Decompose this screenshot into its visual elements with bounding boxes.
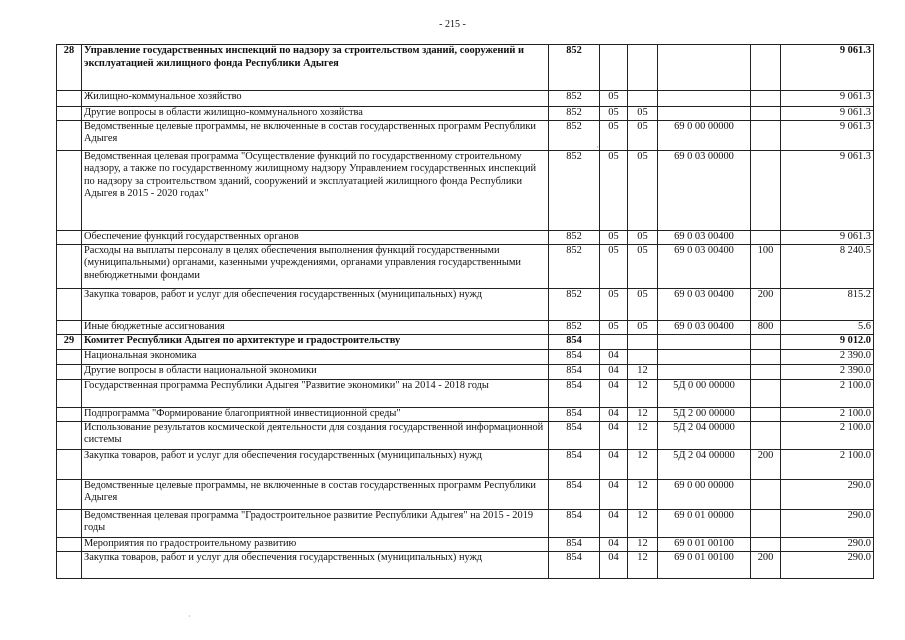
table-row xyxy=(57,320,874,334)
row-name: Обеспечение функций государственных органов xyxy=(82,230,549,244)
row-name: Закупка товаров, работ и услуг для обеспечения государственных (муниципальных) нужд xyxy=(82,288,549,320)
row-section-code: 04 xyxy=(600,349,628,364)
row-number xyxy=(57,421,82,449)
row-section-code: 05 xyxy=(600,120,628,150)
table-row xyxy=(57,244,874,288)
row-subsection-code: 05 xyxy=(628,320,658,334)
row-expense-type-code xyxy=(751,230,781,244)
row-expense-type-code xyxy=(751,334,781,349)
row-name: Другие вопросы в области национальной экономики xyxy=(82,364,549,379)
row-amount: 9 061.3 xyxy=(781,91,874,107)
row-number xyxy=(57,551,82,578)
row-section-code: 04 xyxy=(600,421,628,449)
row-name: Ведомственные целевые программы, не включенные в состав государственных программ Республики Адыгея xyxy=(82,479,549,509)
row-target-code: 5Д 2 04 00000 xyxy=(658,449,751,479)
table-row xyxy=(57,551,874,578)
row-ved-code: 852 xyxy=(549,107,600,121)
row-expense-type-code xyxy=(751,421,781,449)
row-ved-code: 852 xyxy=(549,45,600,91)
row-section-code: 04 xyxy=(600,537,628,551)
row-amount: 2 100.0 xyxy=(781,421,874,449)
row-subsection-code: 12 xyxy=(628,509,658,537)
row-target-code: 69 0 03 00000 xyxy=(658,150,751,230)
row-number xyxy=(57,320,82,334)
row-name: Жилищно-коммунальное хозяйство xyxy=(82,91,549,107)
row-expense-type-code xyxy=(751,479,781,509)
row-expense-type-code: 800 xyxy=(751,320,781,334)
row-name: Ведомственные целевые программы, не включенные в состав государственных программ Республики Адыгея xyxy=(82,120,549,150)
row-target-code: 69 0 03 00400 xyxy=(658,230,751,244)
table-row xyxy=(57,537,874,551)
row-expense-type-code: 200 xyxy=(751,449,781,479)
row-expense-type-code xyxy=(751,407,781,421)
row-number xyxy=(57,288,82,320)
row-number xyxy=(57,537,82,551)
row-number xyxy=(57,509,82,537)
row-name: Ведомственная целевая программа "Градостроительное развитие Республики Адыгея" на 2015 - 2019 годы xyxy=(82,509,549,537)
row-target-code xyxy=(658,349,751,364)
row-amount: 9 061.3 xyxy=(781,150,874,230)
row-target-code: 69 0 03 00400 xyxy=(658,288,751,320)
row-amount: 290.0 xyxy=(781,537,874,551)
row-section-code xyxy=(600,334,628,349)
row-number xyxy=(57,349,82,364)
row-amount: 9 061.3 xyxy=(781,45,874,91)
row-ved-code: 852 xyxy=(549,244,600,288)
row-target-code: 69 0 01 00000 xyxy=(658,509,751,537)
table-row xyxy=(57,509,874,537)
row-amount: 2 390.0 xyxy=(781,364,874,379)
row-expense-type-code xyxy=(751,537,781,551)
row-expense-type-code xyxy=(751,45,781,91)
row-amount: 290.0 xyxy=(781,479,874,509)
row-subsection-code: 12 xyxy=(628,449,658,479)
row-subsection-code: 12 xyxy=(628,479,658,509)
table-row xyxy=(57,45,874,91)
row-number: 29 xyxy=(57,334,82,349)
row-amount: 2 100.0 xyxy=(781,407,874,421)
row-target-code xyxy=(658,107,751,121)
row-expense-type-code xyxy=(751,120,781,150)
row-expense-type-code xyxy=(751,349,781,364)
row-ved-code: 852 xyxy=(549,320,600,334)
row-target-code xyxy=(658,364,751,379)
row-section-code: 05 xyxy=(600,150,628,230)
row-number xyxy=(57,479,82,509)
row-section-code: 04 xyxy=(600,509,628,537)
page-number: - 215 - xyxy=(439,19,466,30)
table-row xyxy=(57,449,874,479)
row-expense-type-code xyxy=(751,509,781,537)
row-name: Государственная программа Республики Адыгея "Развитие экономики" на 2014 - 2018 годы xyxy=(82,379,549,407)
row-ved-code: 854 xyxy=(549,551,600,578)
row-ved-code: 854 xyxy=(549,479,600,509)
row-name: Подпрограмма "Формирование благоприятной инвестиционной среды" xyxy=(82,407,549,421)
table-row xyxy=(57,407,874,421)
row-subsection-code xyxy=(628,349,658,364)
row-number: 28 xyxy=(57,45,82,91)
row-ved-code: 854 xyxy=(549,364,600,379)
table-row xyxy=(57,120,874,150)
row-amount: 5.6 xyxy=(781,320,874,334)
table-row xyxy=(57,364,874,379)
row-target-code: 5Д 2 04 00000 xyxy=(658,421,751,449)
row-name: Закупка товаров, работ и услуг для обеспечения государственных (муниципальных) нужд xyxy=(82,449,549,479)
row-section-code: 04 xyxy=(600,407,628,421)
row-subsection-code: 05 xyxy=(628,244,658,288)
row-expense-type-code xyxy=(751,364,781,379)
row-subsection-code: 12 xyxy=(628,407,658,421)
scan-speck: · xyxy=(596,143,599,152)
row-amount: 2 100.0 xyxy=(781,449,874,479)
row-ved-code: 854 xyxy=(549,449,600,479)
row-expense-type-code: 200 xyxy=(751,551,781,578)
row-name: Управление государственных инспекций по надзору за строительством зданий, сооружений и эксплуатацией жилищного фонда Республики Адыгея xyxy=(82,45,549,91)
row-subsection-code: 05 xyxy=(628,288,658,320)
row-amount: 2 390.0 xyxy=(781,349,874,364)
row-subsection-code: 05 xyxy=(628,107,658,121)
row-target-code: 69 0 01 00100 xyxy=(658,537,751,551)
row-name: Другие вопросы в области жилищно-коммунального хозяйства xyxy=(82,107,549,121)
row-name: Использование результатов космической деятельности для создания государственной информационной системы xyxy=(82,421,549,449)
row-number xyxy=(57,449,82,479)
row-target-code: 69 0 00 00000 xyxy=(658,120,751,150)
row-number xyxy=(57,244,82,288)
row-amount: 8 240.5 xyxy=(781,244,874,288)
row-ved-code: 854 xyxy=(549,509,600,537)
row-section-code: 04 xyxy=(600,479,628,509)
row-target-code: 69 0 03 00400 xyxy=(658,320,751,334)
row-name: Иные бюджетные ассигнования xyxy=(82,320,549,334)
row-name: Национальная экономика xyxy=(82,349,549,364)
row-section-code: 04 xyxy=(600,551,628,578)
row-amount: 2 100.0 xyxy=(781,379,874,407)
row-section-code: 04 xyxy=(600,449,628,479)
row-ved-code: 854 xyxy=(549,537,600,551)
row-ved-code: 854 xyxy=(549,349,600,364)
row-number xyxy=(57,150,82,230)
row-target-code xyxy=(658,45,751,91)
row-number xyxy=(57,364,82,379)
row-amount: 9 012.0 xyxy=(781,334,874,349)
row-amount: 9 061.3 xyxy=(781,107,874,121)
row-ved-code: 852 xyxy=(549,150,600,230)
scan-speck: · xyxy=(188,612,191,621)
row-ved-code: 852 xyxy=(549,288,600,320)
row-subsection-code: 05 xyxy=(628,230,658,244)
row-amount: 290.0 xyxy=(781,509,874,537)
table-row xyxy=(57,349,874,364)
row-target-code: 5Д 2 00 00000 xyxy=(658,407,751,421)
row-number xyxy=(57,120,82,150)
row-amount: 9 061.3 xyxy=(781,230,874,244)
row-target-code: 69 0 00 00000 xyxy=(658,479,751,509)
row-ved-code: 854 xyxy=(549,407,600,421)
row-subsection-code: 12 xyxy=(628,537,658,551)
row-target-code xyxy=(658,334,751,349)
budget-table xyxy=(56,44,874,579)
table-row xyxy=(57,479,874,509)
row-expense-type-code: 100 xyxy=(751,244,781,288)
row-number xyxy=(57,107,82,121)
row-subsection-code: 12 xyxy=(628,421,658,449)
row-expense-type-code: 200 xyxy=(751,288,781,320)
row-subsection-code: 12 xyxy=(628,551,658,578)
row-amount: 9 061.3 xyxy=(781,120,874,150)
row-section-code: 05 xyxy=(600,288,628,320)
row-number xyxy=(57,379,82,407)
row-expense-type-code xyxy=(751,150,781,230)
row-subsection-code xyxy=(628,45,658,91)
table-row xyxy=(57,91,874,107)
row-section-code: 04 xyxy=(600,364,628,379)
table-row xyxy=(57,230,874,244)
row-target-code: 5Д 0 00 00000 xyxy=(658,379,751,407)
row-ved-code: 854 xyxy=(549,379,600,407)
row-section-code xyxy=(600,45,628,91)
row-target-code: 69 0 03 00400 xyxy=(658,244,751,288)
row-name: Ведомственная целевая программа "Осуществление функций по государственному строительному надзору, а также по государственному жилищному надзору Управлением государственных инспекций по надзору за строительством зданий, сооружений и эксплуатацией жилищного фонда Республики Адыгея в 2015 - 2020 годах" xyxy=(82,150,549,230)
row-expense-type-code xyxy=(751,107,781,121)
row-expense-type-code xyxy=(751,379,781,407)
row-section-code: 05 xyxy=(600,230,628,244)
row-subsection-code: 05 xyxy=(628,150,658,230)
row-number xyxy=(57,407,82,421)
row-section-code: 05 xyxy=(600,320,628,334)
row-ved-code: 852 xyxy=(549,91,600,107)
row-ved-code: 854 xyxy=(549,334,600,349)
row-ved-code: 852 xyxy=(549,120,600,150)
row-amount: 290.0 xyxy=(781,551,874,578)
table-row xyxy=(57,421,874,449)
table-row xyxy=(57,107,874,121)
row-amount: 815.2 xyxy=(781,288,874,320)
table-row xyxy=(57,334,874,349)
row-subsection-code xyxy=(628,334,658,349)
table-row xyxy=(57,379,874,407)
row-name: Расходы на выплаты персоналу в целях обеспечения выполнения функций государственными (муниципальными) органами, казенными учреждениями, органами управления государственными внебюджетными фондами xyxy=(82,244,549,288)
row-name: Закупка товаров, работ и услуг для обеспечения государственных (муниципальных) нужд xyxy=(82,551,549,578)
row-expense-type-code xyxy=(751,91,781,107)
table-row xyxy=(57,288,874,320)
row-section-code: 04 xyxy=(600,379,628,407)
row-subsection-code xyxy=(628,91,658,107)
row-target-code: 69 0 01 00100 xyxy=(658,551,751,578)
row-subsection-code: 05 xyxy=(628,120,658,150)
row-section-code: 05 xyxy=(600,91,628,107)
row-subsection-code: 12 xyxy=(628,379,658,407)
row-target-code xyxy=(658,91,751,107)
row-ved-code: 852 xyxy=(549,230,600,244)
row-section-code: 05 xyxy=(600,244,628,288)
table-row xyxy=(57,150,874,230)
row-number xyxy=(57,91,82,107)
row-ved-code: 854 xyxy=(549,421,600,449)
row-number xyxy=(57,230,82,244)
row-name: Мероприятия по градостроительному развитию xyxy=(82,537,549,551)
row-subsection-code: 12 xyxy=(628,364,658,379)
row-name: Комитет Республики Адыгея по архитектуре и градостроительству xyxy=(82,334,549,349)
row-section-code: 05 xyxy=(600,107,628,121)
